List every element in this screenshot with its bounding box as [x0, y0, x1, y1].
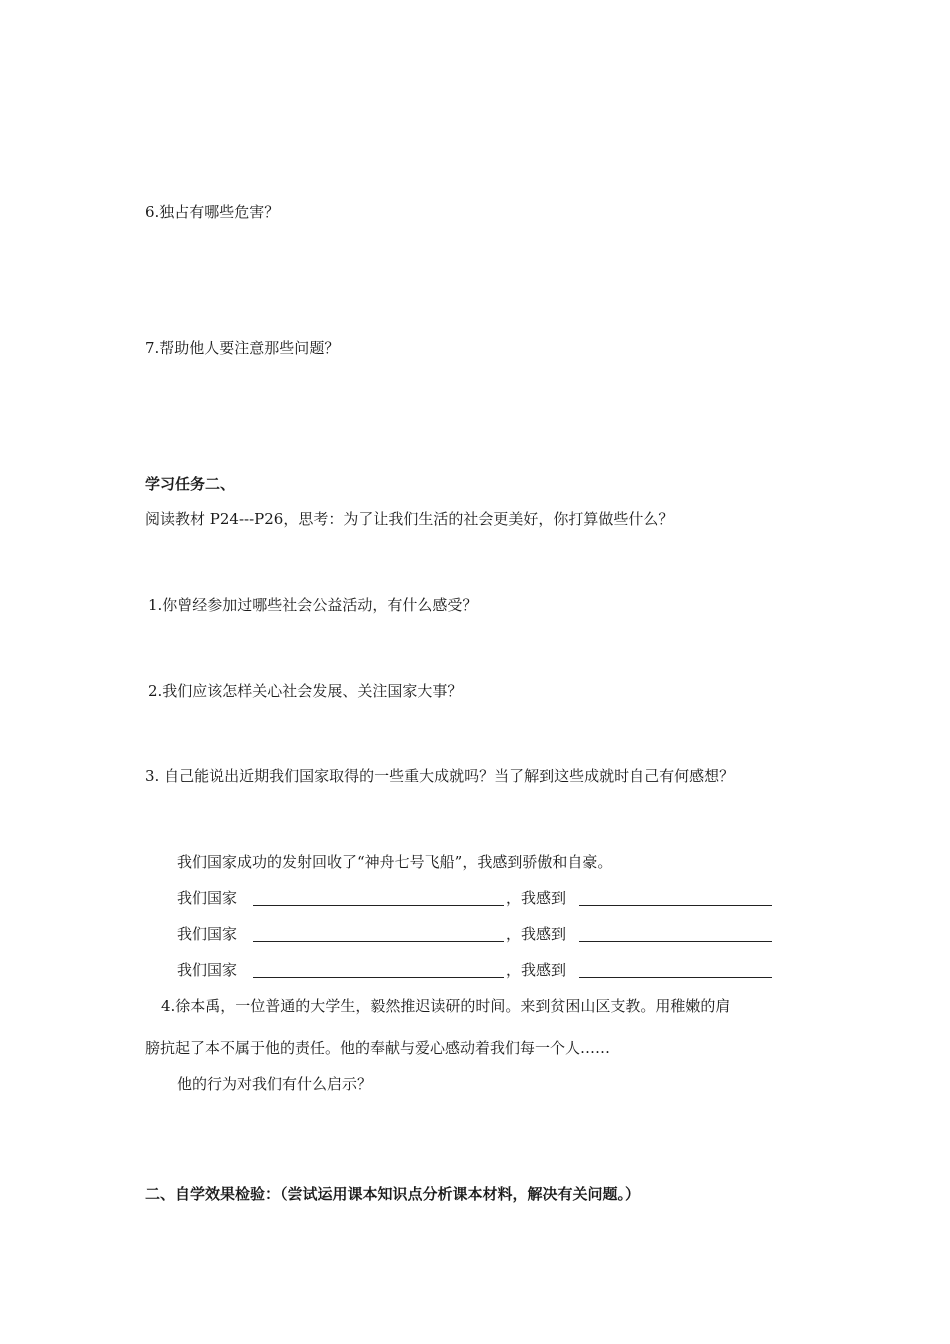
task2-instruction: 阅读教材 P24---P26，思考：为了让我们生活的社会更美好，你打算做些什么？	[145, 510, 674, 528]
task2-heading: 学习任务二、	[145, 475, 236, 493]
fill-row-middle: ，我感到	[506, 961, 567, 979]
achievement-blank[interactable]	[253, 941, 504, 942]
fill-in-row	[177, 960, 777, 984]
achievement-blank[interactable]	[253, 905, 504, 906]
fill-row-middle: ，我感到	[506, 889, 567, 907]
feeling-blank[interactable]	[579, 905, 772, 906]
task2-question-2: 2.我们应该怎样关心社会发展、关注国家大事？	[148, 682, 463, 700]
task2-question-4-line2: 膀抗起了本不属于他的责任。他的奉献与爱心感动着我们每一个人……	[145, 1039, 611, 1057]
section2-heading: 二、自学效果检验：（尝试运用课本知识点分析课本材料，解决有关问题。）	[145, 1185, 641, 1203]
fill-row-prefix: 我们国家	[177, 889, 238, 907]
task2-question-1: 1.你曾经参加过哪些社会公益活动，有什么感受？	[148, 596, 478, 614]
example-sentence: 我们国家成功的发射回收了“神舟七号飞船”，我感到骄傲和自豪。	[177, 853, 613, 871]
fill-in-row	[177, 924, 777, 948]
task2-question-3: 3. 自己能说出近期我们国家取得的一些重大成就吗？当了解到这些成就时自己有何感想？	[145, 767, 735, 785]
feeling-blank[interactable]	[579, 941, 772, 942]
feeling-blank[interactable]	[579, 977, 772, 978]
fill-row-prefix: 我们国家	[177, 925, 238, 943]
task2-question-4-line1: 4.徐本禹，一位普通的大学生，毅然推迟读研的时间。来到贫困山区支教。用稚嫩的肩	[161, 997, 731, 1015]
fill-row-prefix: 我们国家	[177, 961, 238, 979]
fill-row-middle: ，我感到	[506, 925, 567, 943]
task2-question-4-prompt: 他的行为对我们有什么启示？	[177, 1075, 373, 1093]
question-6: 6.独占有哪些危害？	[145, 203, 280, 221]
achievement-blank[interactable]	[253, 977, 504, 978]
question-7: 7.帮助他人要注意那些问题？	[145, 339, 340, 357]
fill-in-row	[177, 888, 777, 912]
